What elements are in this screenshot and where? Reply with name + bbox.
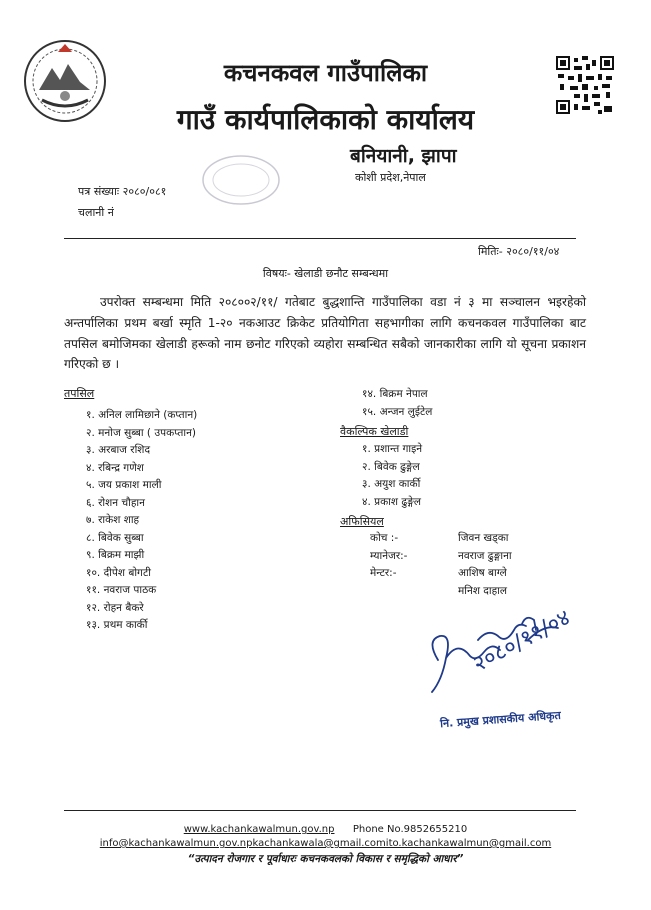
footer-contact [0,824,651,835]
office-location: बनियानी, झापा [350,145,457,167]
municipality-name: कचनकवल गाउँपालिका [223,59,428,87]
list-item: ४. रबिन्द्र गणेश [86,461,144,474]
dispatch-number: चलानी नं [78,206,114,219]
website-link[interactable]: www.kachankawalmun.gov.np [183,824,335,835]
phone-number: Phone No.9852655210 [352,824,468,835]
letter-body [64,292,586,375]
footer-motto: “उत्पादन रोजगार र पूर्वाधारः कचनकवलको विकास र समृद्धिको आधार” [187,853,464,865]
list-item: ३. अयुश कार्की [362,478,421,490]
list-item: १०. दीपेश बोगटी [86,566,151,579]
footer-divider [64,810,576,811]
reserve-heading: वैकल्पिक खेलाडी [340,425,409,438]
list-item: ७. राकेश शाह [86,514,140,526]
official-role: म्यानेजर:- [370,549,408,562]
list-item: १३. प्रथम कार्की [86,619,148,631]
signature-date: २०८०/११/०४ [469,605,575,678]
list-item: ९. बिक्रम माझी [86,549,145,561]
official-name: आशिष बाग्ले [458,567,507,579]
header-divider [64,238,576,239]
official-role: कोच :- [370,532,399,544]
office-stamp-icon [196,148,286,208]
tapasil-heading: तपसिल [64,387,95,400]
list-item: ८. बिवेक सुब्बा [86,531,144,544]
player-list [86,407,197,635]
letter-number: पत्र संख्याः २०८०/०८१ [78,185,167,198]
list-item: २. बिवेक ढुङ्गेल [362,460,420,473]
list-item: ४. प्रकाश ढुङ्गेल [362,495,422,508]
province-label: कोशी प्रदेश,नेपाल [355,171,426,184]
list-item: १४. बिक्रम नेपाल [362,388,428,400]
list-item: ११. नवराज पाठक [86,584,157,596]
signatory-title: नि. प्रमुख प्रशासकीय अधिकृत [439,708,562,731]
officials-names [458,530,512,600]
list-item: १५. अन्जन लुईटेल [362,405,433,418]
list-item: ६. रोशन चौहान [86,496,145,509]
list-item: १२. रोहन बैकरे [86,601,144,614]
official-name: जिवन खड्का [458,532,509,544]
list-item: ३. अरबाज रशिद [86,444,151,456]
list-item: ५. जय प्रकाश माली [86,479,162,491]
signature-icon [418,600,578,710]
officials-heading: अफिसियल [340,515,384,528]
office-name: गाउँ कार्यपालिकाको कार्यालय [176,103,475,136]
footer-emails[interactable]: info@kachankawalmun.gov.npkachankawala@gmail.comito.kachankawalmun@gmail.com [99,838,552,849]
list-item: १. अनिल लामिछाने (कप्तान) [86,409,198,421]
official-name: मनिश दाहाल [458,584,508,597]
official-role: मेन्टर:- [370,567,397,579]
official-name: नवराज ढुङ्गाना [458,549,512,562]
officials-roles [370,530,407,583]
list-item: १. प्रशान्त गाइने [362,443,423,455]
subject-line: विषयः- खेलाडी छनौट सम्बन्धमा [262,267,389,280]
letter-body-text: उपरोक्त सम्बन्धमा मिति २०८००२/११/ गतेबाट बुद्धशान्ति गाउँपालिका वडा नं ३ मा सञ्चालन भइरहेको अन्तर्पालिका प्रथम बर्खा स्मृति 1-२० नकआउट क्रिकेट प्रतियोगिता सहभागीका लागि कचनकवल गाउँपालिका बाट तपसिल बमोजिमका खेलाडी हरूको नाम छनोट गरिएको व्यहोरा सम्बन्धित सबैको जानकारीका लागि यो सूचना प्रकाशन गरिएको छ । [64,295,586,372]
reserve-list [362,441,422,511]
letter-date: मितिः- २०८०/११/०४ [478,245,560,258]
player-list-continued [362,386,432,421]
list-item: २. मनोज सुब्बा ( उपकप्तान) [86,426,197,439]
